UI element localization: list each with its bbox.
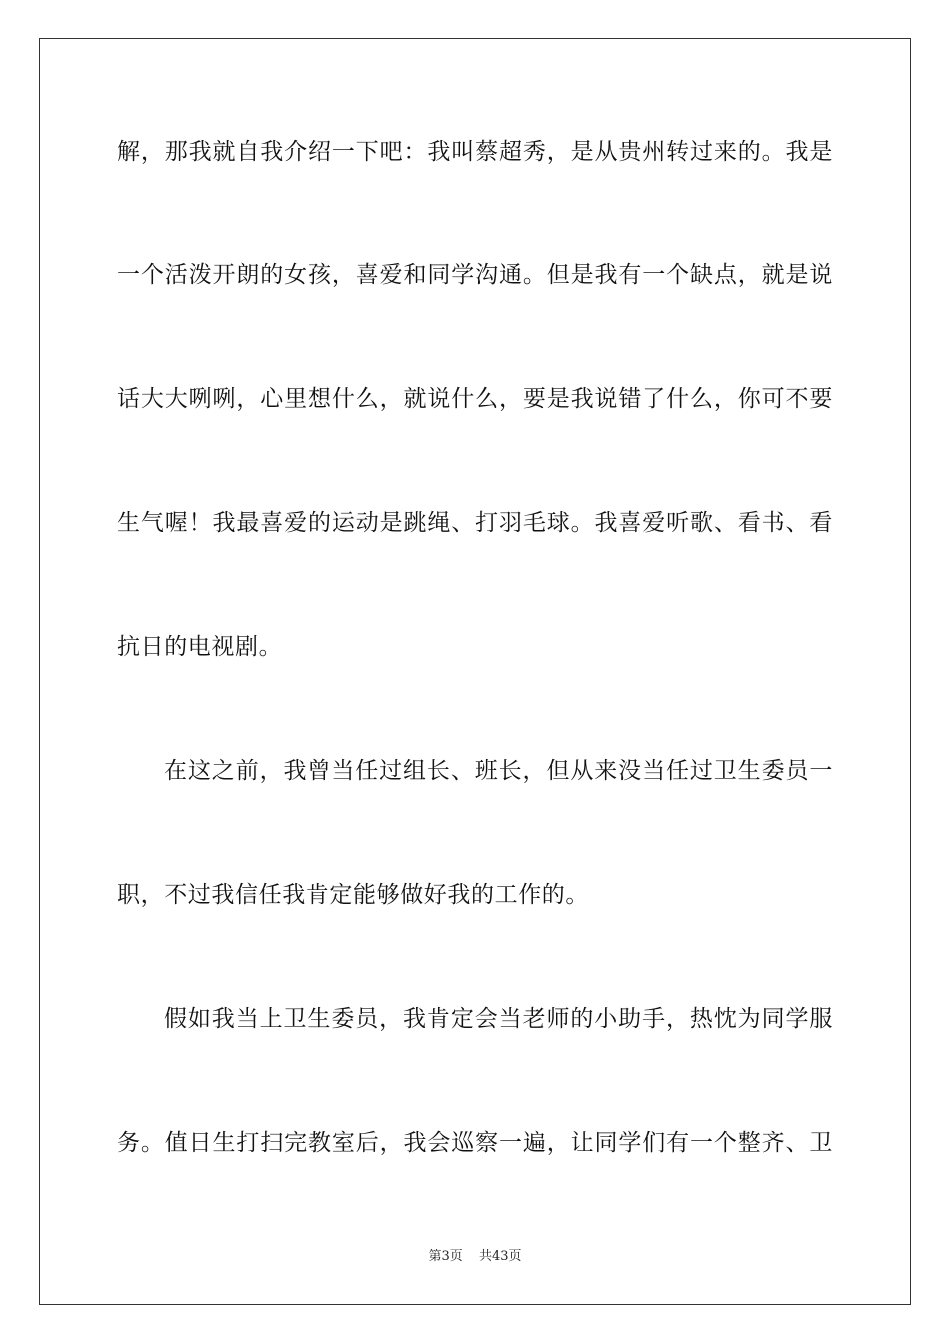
- page-footer: [0, 1248, 950, 1266]
- page-frame: [39, 38, 911, 1305]
- body-text-line-2: 一个活泼开朗的女孩，喜爱和同学沟通。但是我有一个缺点，就是说: [117, 262, 833, 288]
- body-text-line-1: 解，那我就自我介绍一下吧：我叫蔡超秀，是从贵州转过来的。我是: [117, 139, 833, 165]
- body-text-line-5: 抗日的电视剧。: [117, 634, 283, 660]
- body-text-line-7: 职，不过我信任我肯定能够做好我的工作的。: [117, 882, 589, 908]
- body-text-line-6: 在这之前，我曾当任过组长、班长，但从来没当任过卫生委员一: [164, 758, 833, 784]
- body-text-line-8: 假如我当上卫生委员，我肯定会当老师的小助手，热忱为同学服: [164, 1006, 833, 1032]
- page-number: 第3页: [428, 1249, 463, 1264]
- page-total: 共43页: [478, 1249, 522, 1264]
- body-text-line-4: 生气喔！我最喜爱的运动是跳绳、打羽毛球。我喜爱听歌、看书、看: [117, 510, 833, 536]
- body-text-line-3: 话大大咧咧，心里想什么，就说什么，要是我说错了什么，你可不要: [117, 386, 833, 412]
- body-text-line-9: 务。值日生打扫完教室后，我会巡察一遍，让同学们有一个整齐、卫: [117, 1130, 833, 1156]
